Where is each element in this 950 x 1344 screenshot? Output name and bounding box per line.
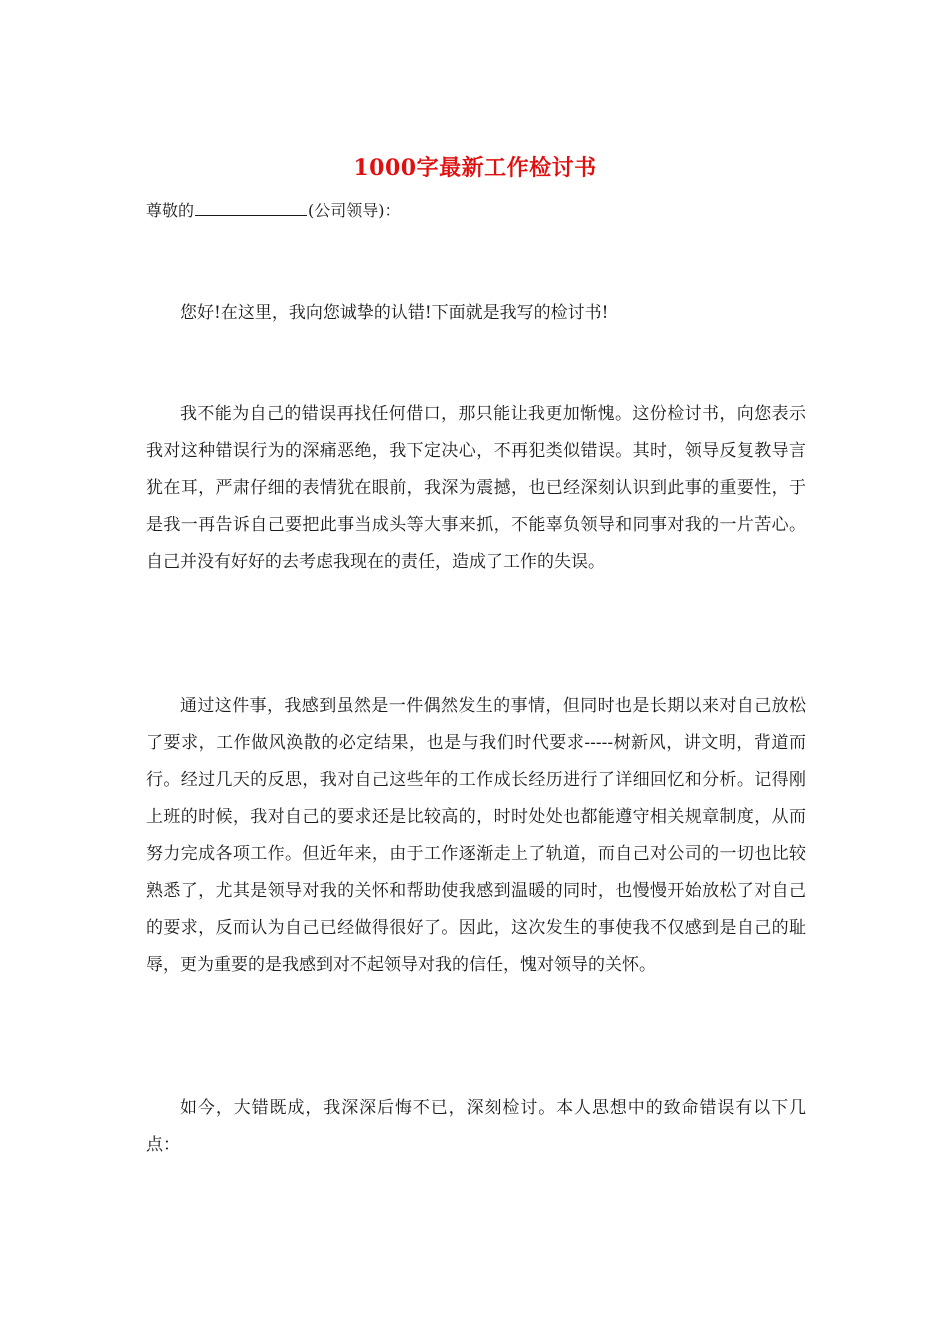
document-title: 1000字最新工作检讨书 (353, 155, 597, 181)
salutation-suffix: (公司领导)： (308, 201, 401, 220)
paragraph-apology: 我不能为自己的错误再找任何借口，那只能让我更加惭愧。这份检讨书，向您表示我对这种错误行为的深痛恶绝，我下定决心，不再犯类似错误。其时，领导反复教导言犹在耳，严肃仔细的表情犹在眼前，我深为震撼，也已经深刻认识到此事的重要性，于是我一再告诉自己要把此事当成头等大事来抓，不能辜负领导和同事对我的一片苦心。 自己并没有好好的去考虑我现在的责任，造成了工作的失误。 (146, 404, 806, 572)
paragraph-conclusion: 如今，大错既成，我深深后悔不已，深刻检讨。本人思想中的致命错误有以下几点： (146, 1098, 806, 1155)
paragraph-reflection: 通过这件事，我感到虽然是一件偶然发生的事情，但同时也是长期以来对自己放松了要求，工作做风涣散的必定结果，也是与我们时代要求-----树新风，讲文明，背道而行。经过几天的反思，我对自己这些年的工作成长经历进行了详细回忆和分析。记得刚上班的时候，我对自己的要求还是比较高的，时时处处也都能遵守相关规章制度，从而努力完成各项工作。但近年来，由于工作逐渐走上了轨道，而自己对公司的一切也比较熟悉了，尤其是领导对我的关怀和帮助使我感到温暖的同时，也慢慢开始放松了对自己的要求，反而认为自己已经做得很好了。因此，这次发生的事使我不仅感到是自己的耻辱，更为重要的是我感到对不起领导对我的信任，愧对领导的关怀。 (146, 696, 806, 975)
recipient-blank-line (195, 201, 307, 216)
paragraph-greeting: 您好!在这里，我向您诚挚的认错!下面就是我写的检讨书! (180, 303, 609, 323)
salutation (146, 200, 401, 222)
salutation-prefix: 尊敬的 (146, 201, 195, 220)
